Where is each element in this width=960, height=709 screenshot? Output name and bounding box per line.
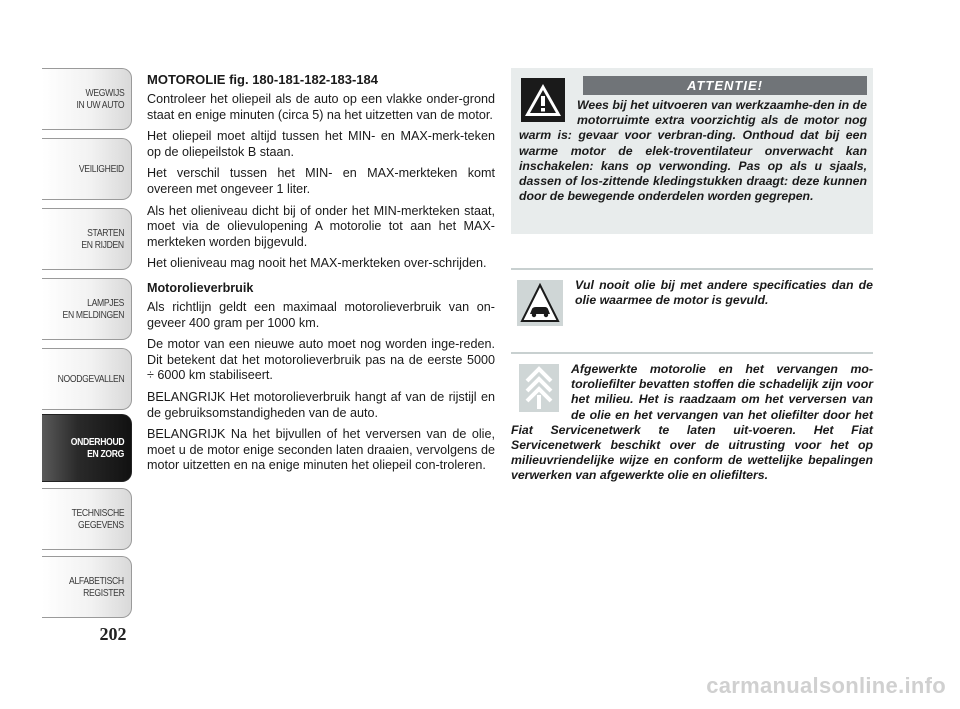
paragraph: Controleer het oliepeil als de auto op een vlakke onder-grond staat en enige minuten (circa 5) na het uitzetten van de motor. [147, 92, 495, 122]
warning-triangle-icon [519, 76, 567, 124]
paragraph: BELANGRIJK Na het bijvullen of het verversen van de olie, moet u de motor enige seconden laten draaien, vervolgens de motor uitzetten en na enige minuten het oliepeil con-troleren. [147, 427, 495, 473]
tab-alfabetisch[interactable] [42, 556, 132, 618]
paragraph: Het oliepeil moet altijd tussen het MIN- en MAX-merk-teken op de oliepeilstok B staan. [147, 129, 495, 159]
paragraph: Het verschil tussen het MIN- en MAX-merkteken komt overeen met ongeveer 1 liter. [147, 166, 495, 196]
paragraph: Het olieniveau mag nooit het MAX-merkteken over-schrijden. [147, 256, 487, 271]
environment-note-text: Afgewerkte motorolie en het vervangen mo-toroliefilter bevatten stoffen die schadelijk zijn voor het milieu. Het is raadzaam om het verversen van de olie en het vervangen van het oliefilter door het Fiat Servicenetwerk te laten uit-voeren. Het Fiat Servicenetwerk beschikt over de uitrusting voor het op milieuvriendelijke wijze en conform de wettelijke bepalingen verwerken van afgewerkte olie en oliefilters. [511, 362, 873, 483]
environment-note [511, 352, 873, 484]
tab-technische[interactable] [42, 488, 132, 550]
tab-lampjes[interactable] [42, 278, 132, 340]
tab-label-line1: WEGWIJS [85, 87, 124, 99]
car-warning-icon [517, 280, 563, 326]
tab-label-line2: GEGEVENS [78, 519, 124, 531]
tab-wegwijs[interactable] [42, 68, 132, 130]
tab-label-line2: EN ZORG [87, 448, 124, 460]
tab-label-line1: NOODGEVALLEN [57, 373, 124, 385]
tab-label-line2: IN UW AUTO [76, 99, 124, 111]
warning-text: Wees bij het uitvoeren van werkzaamhe-den in de motorruimte extra voorzichtig als de motor nog warm is: gevaar voor verbran-ding. Onthoud dat bij een warme motor de elek-troventilateur onverwacht kan inschakelen: kans op verwonding. Pas op als u sjaals, dassen of los-zittende kledingstukken draagt: deze kunnen door de bewegende onderdelen worden gegrepen. [519, 98, 867, 204]
tab-label-line1: LAMPJES [87, 297, 124, 309]
paragraph: BELANGRIJK Het motorolieverbruik hangt af van de rijstijl en de gebruiksomstandigheden van de auto. [147, 389, 495, 420]
paragraph: De motor van een nieuwe auto moet nog worden inge-reden. Dit betekent dat het motorolieverbruik pas na de eerste 5000 ÷ 6000 km stabiliseert. [147, 337, 495, 383]
page-number: 202 [99, 624, 127, 644]
tab-onderhoud[interactable] [42, 414, 132, 482]
tab-label-line2: EN MELDINGEN [62, 309, 124, 321]
tab-label-line1: VEILIGHEID [78, 163, 124, 175]
main-content [147, 72, 495, 480]
paragraph: Als richtlijn geldt een maximaal motorolieverbruik van on-geveer 400 gram per 1000 km. [147, 299, 495, 330]
warning-title: ATTENTIE! [583, 76, 867, 95]
watermark: carmanualsonline.info [706, 673, 946, 698]
oil-note [511, 268, 873, 330]
tab-noodgevallen[interactable] [42, 348, 132, 410]
paragraph: Als het olieniveau dicht bij of onder het MIN-merkteken staat, moet via de olievulopening A motorolie tot aan het MAX-merkteken worden bijgevuld. [147, 203, 495, 249]
tab-label-line1: ALFABETISCH [69, 575, 124, 587]
environment-tree-icon [519, 364, 559, 412]
tab-label-line1: STARTEN [86, 227, 124, 239]
tab-starten[interactable] [42, 208, 132, 270]
warning-box [511, 68, 873, 234]
subheading: Motorolieverbruik [147, 280, 254, 295]
tab-veiligheid[interactable] [42, 138, 132, 200]
oil-note-text: Vul nooit olie bij met andere specificaties dan de olie waarmee de motor is gevuld. [575, 278, 873, 308]
section-heading: MOTOROLIE fig. 180-181-182-183-184 [147, 72, 378, 87]
tab-label-line1: TECHNISCHE [71, 507, 124, 519]
tab-label-line1: ONDERHOUD [70, 436, 124, 448]
tab-label-line2: EN RIJDEN [81, 239, 124, 251]
tab-label-line2: REGISTER [82, 587, 124, 599]
